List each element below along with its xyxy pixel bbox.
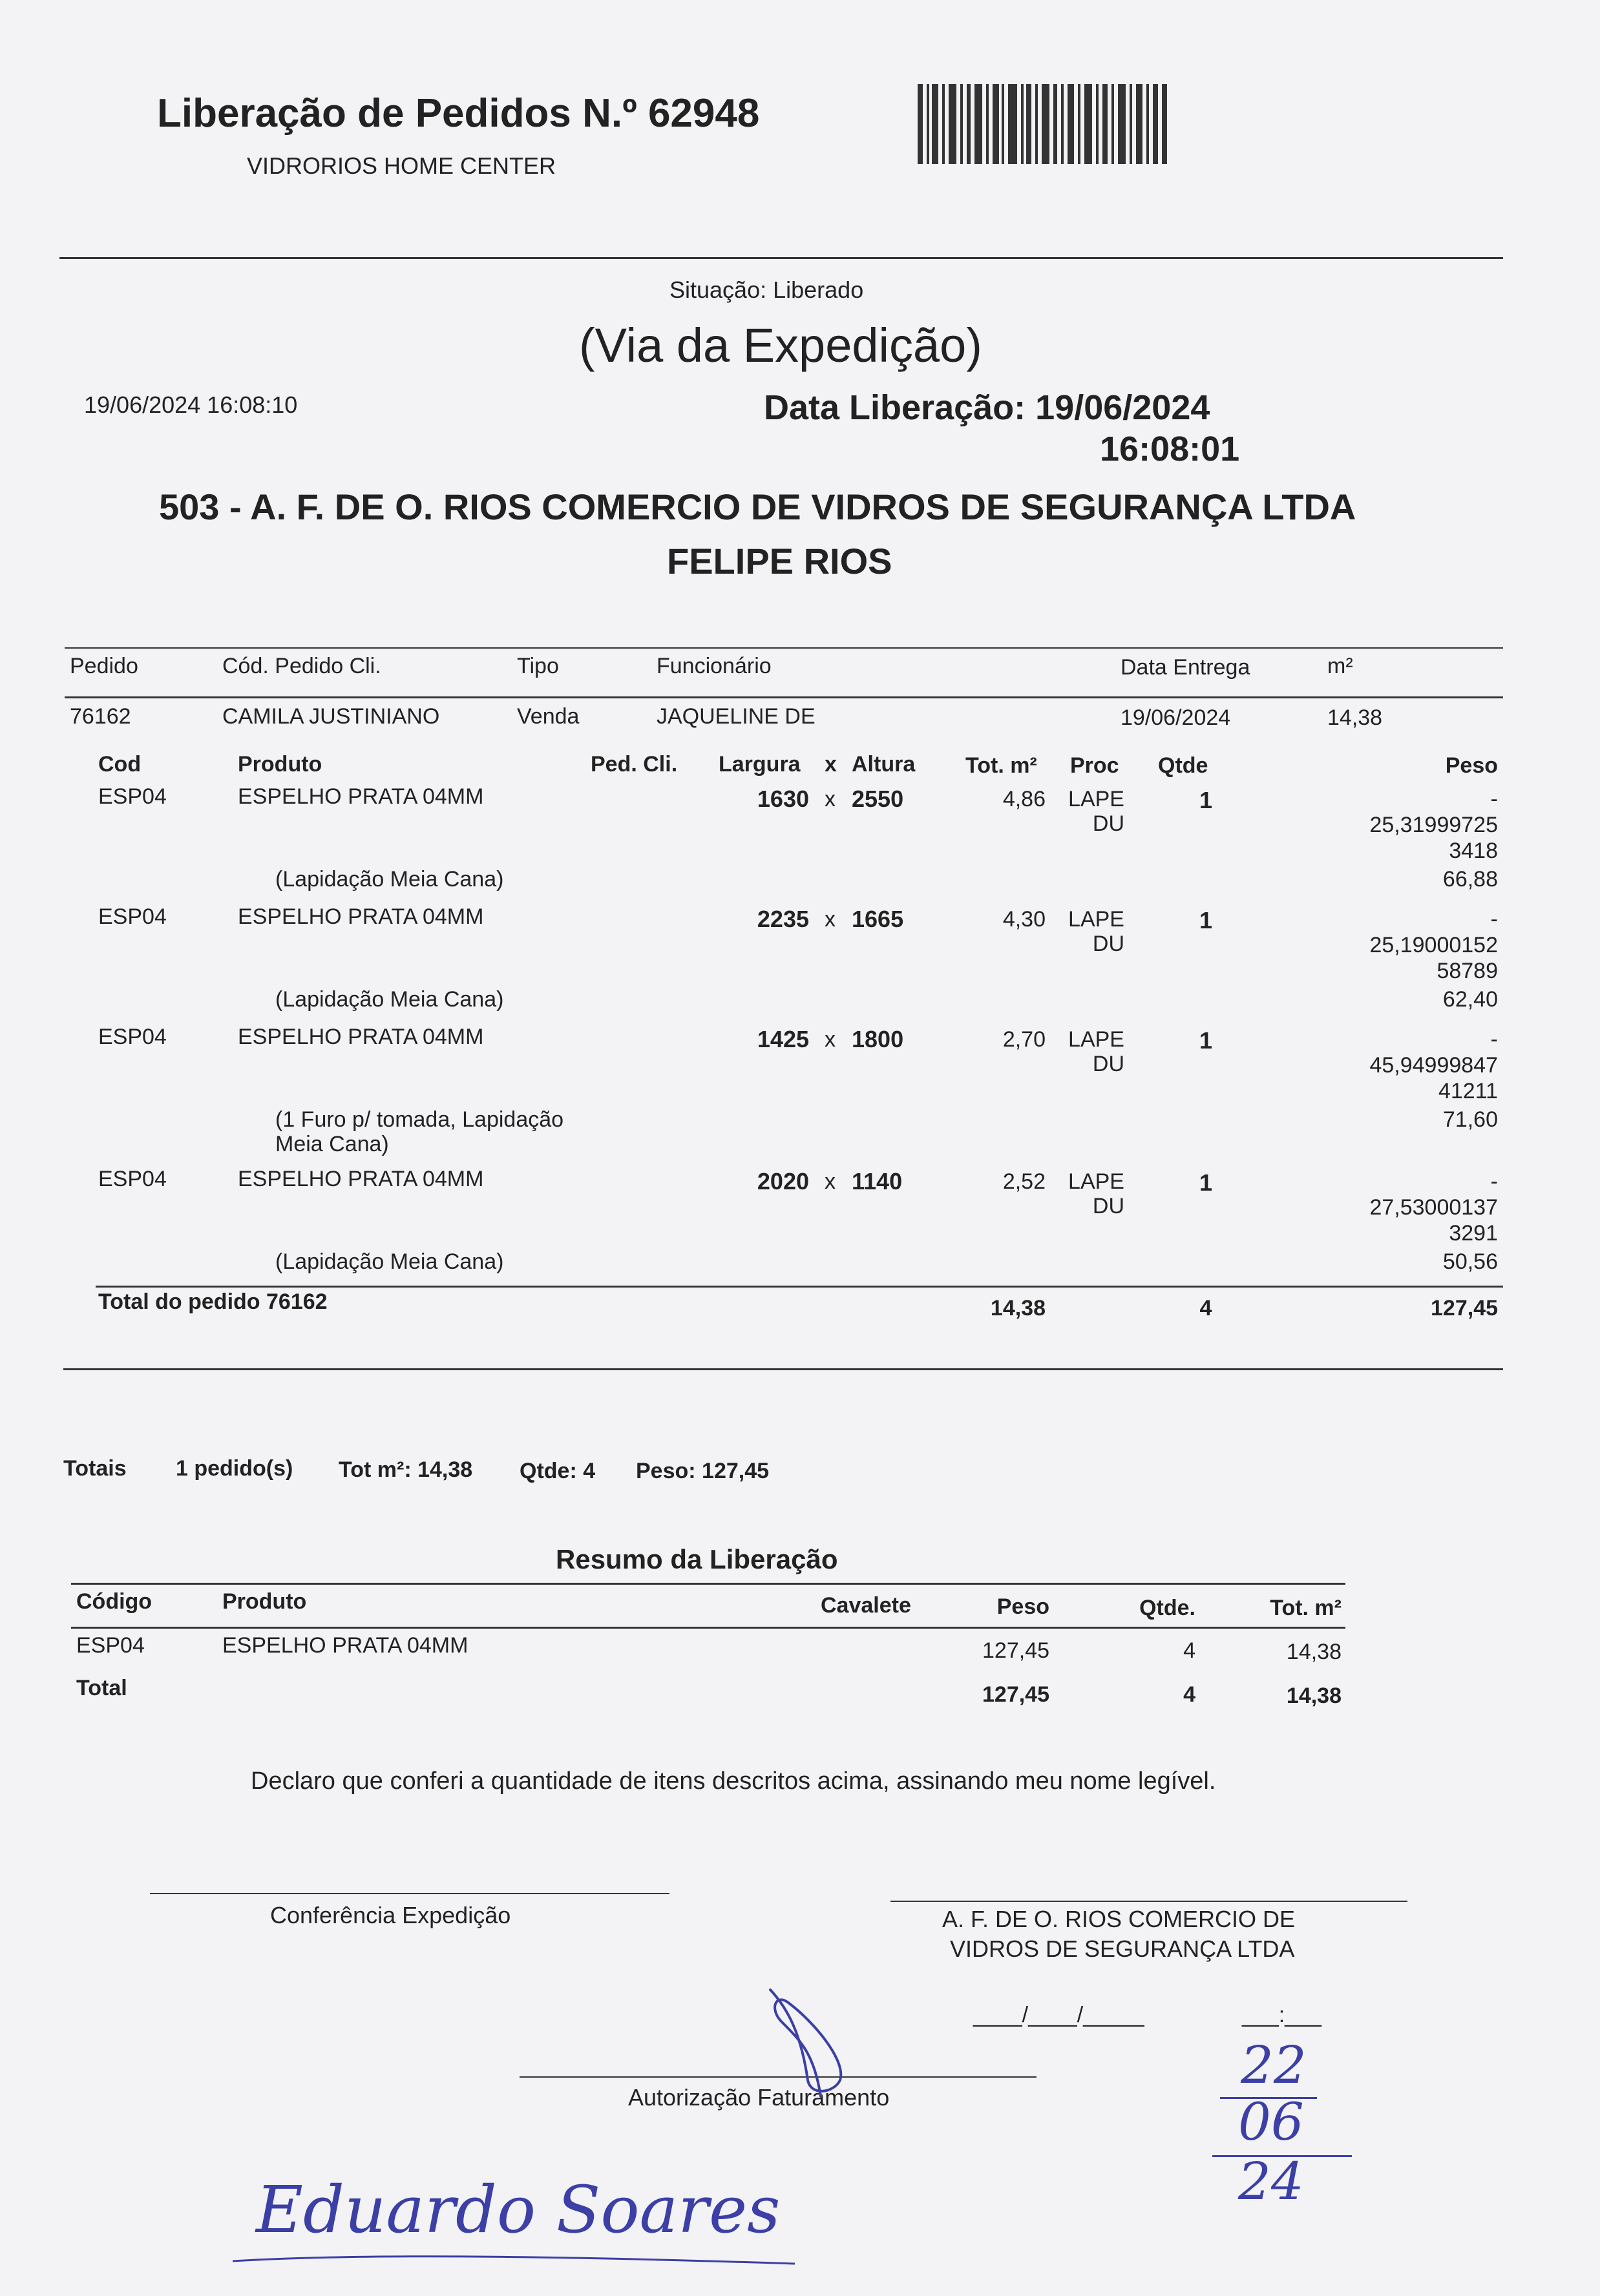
- item-product: ESPELHO PRATA 04MM: [238, 1167, 484, 1191]
- item-height: 1800: [852, 1026, 904, 1052]
- summary-col-peso: Peso: [996, 1594, 1049, 1619]
- handwritten-day: 22: [1241, 2035, 1307, 2095]
- summary-title: Resumo da Liberação: [556, 1544, 838, 1574]
- client-order-code: CAMILA JUSTINIANO: [222, 704, 440, 729]
- item-weight-3: 41211: [1438, 1079, 1498, 1103]
- company-signature-line: [890, 1901, 1407, 1902]
- item-weight-4: 66,88: [1442, 867, 1498, 892]
- item-product: ESPELHO PRATA 04MM: [238, 904, 484, 929]
- print-datetime: 19/06/2024 16:08:10: [84, 391, 298, 418]
- summary-total-m2: 14,38: [1286, 1684, 1342, 1708]
- copy-label: (Via da Expedição): [579, 318, 982, 372]
- summary-top-line: [71, 1583, 1345, 1585]
- signature-company-line-1: A. F. DE O. RIOS COMERCIO DE: [942, 1906, 1296, 1932]
- situation: Situação: Liberado: [669, 277, 864, 303]
- item-width: 1630: [757, 786, 809, 812]
- items-col-cod: Cod: [98, 752, 142, 777]
- order-total-line: [96, 1286, 1503, 1288]
- item-height: 1665: [852, 906, 904, 932]
- items-col-proc: Proc: [1070, 753, 1119, 778]
- item-proc-2: DU: [1092, 1052, 1124, 1076]
- delivery-date: 19/06/2024: [1121, 705, 1231, 730]
- header-divider: [59, 257, 1503, 259]
- item-code: ESP04: [98, 784, 167, 809]
- item-note: (Lapidação Meia Cana): [275, 1249, 504, 1274]
- item-proc-1: LAPE: [1068, 1169, 1124, 1194]
- item-width: 2235: [757, 906, 809, 932]
- item-weight-3: 3291: [1449, 1221, 1498, 1246]
- signature-scribble: [763, 1983, 872, 2100]
- item-weight-4: 62,40: [1442, 987, 1498, 1012]
- release-time: 16:08:01: [1100, 430, 1240, 468]
- order-type: Venda: [517, 704, 580, 729]
- item-qty: 1: [1199, 787, 1213, 813]
- employee: JAQUELINE DE: [657, 704, 816, 729]
- item-weight-3: 58789: [1437, 959, 1498, 983]
- item-weight-2: 45,94999847: [1369, 1053, 1498, 1078]
- summary-col-codigo: Código: [76, 1589, 153, 1614]
- item-proc-2: DU: [1092, 1194, 1124, 1218]
- item-height: 1140: [852, 1168, 903, 1195]
- totals-label: Totais: [63, 1456, 127, 1481]
- date-blank: ____/____/_____: [973, 2003, 1144, 2027]
- summary-total-qty: 4: [1183, 1682, 1195, 1707]
- order-total-label: Total do pedido 76162: [98, 1289, 328, 1314]
- conferencia-signature-line: [150, 1893, 669, 1894]
- item-row: [0, 784, 1600, 901]
- item-weight-2: 27,53000137: [1369, 1195, 1498, 1220]
- item-x: x: [825, 787, 836, 811]
- document-title: Liberação de Pedidos N.º 62948: [157, 91, 760, 136]
- summary-col-cavalete: Cavalete: [821, 1593, 911, 1618]
- summary-total-label: Total: [76, 1676, 127, 1700]
- items-col-largura: Largura: [719, 752, 801, 777]
- customer-contact: FELIPE RIOS: [667, 541, 892, 581]
- company-name: VIDRORIOS HOME CENTER: [247, 152, 556, 179]
- item-weight-4: 50,56: [1442, 1249, 1498, 1274]
- item-width: 2020: [757, 1168, 809, 1195]
- item-height: 2550: [852, 786, 904, 812]
- item-proc-1: LAPE: [1068, 787, 1124, 811]
- item-code: ESP04: [98, 1025, 167, 1049]
- item-weight-1: -: [1490, 787, 1498, 811]
- item-x: x: [825, 1169, 836, 1194]
- totals-weight: Peso: 127,45: [636, 1459, 770, 1483]
- col-cod-pedido-cli: Cód. Pedido Cli.: [222, 654, 381, 678]
- order-m2: 14,38: [1327, 705, 1383, 730]
- totals-divider: [63, 1368, 1503, 1370]
- col-pedido: Pedido: [70, 654, 138, 678]
- customer-name: 503 - A. F. DE O. RIOS COMERCIO DE VIDROS DE SEGURANÇA LTDA: [159, 486, 1356, 527]
- item-note: (1 Furo p/ tomada, Lapidação: [275, 1107, 564, 1132]
- order-number: 76162: [70, 704, 131, 729]
- release-date: Data Liberação: 19/06/2024: [764, 388, 1210, 427]
- item-weight-1: -: [1490, 907, 1498, 932]
- item-row: [0, 904, 1600, 1021]
- items-col-qtde: Qtde: [1158, 753, 1208, 778]
- summary-m2: 14,38: [1286, 1640, 1342, 1664]
- summary-col-qtde: Qtde.: [1139, 1596, 1195, 1620]
- item-code: ESP04: [98, 904, 167, 929]
- item-qty: 1: [1199, 907, 1213, 934]
- barcode: [918, 84, 1170, 164]
- items-col-x: x: [825, 752, 837, 777]
- item-tot-m2: 2,70: [1002, 1027, 1046, 1052]
- col-data-entrega: Data Entrega: [1121, 655, 1250, 680]
- item-proc-1: LAPE: [1068, 907, 1124, 932]
- summary-col-produto: Produto: [222, 1589, 307, 1614]
- item-weight-3: 3418: [1449, 839, 1498, 863]
- item-proc-1: LAPE: [1068, 1027, 1124, 1052]
- item-code: ESP04: [98, 1167, 167, 1191]
- item-weight-2: 25,31999725: [1369, 813, 1498, 837]
- item-x: x: [825, 1027, 836, 1052]
- col-funcionario: Funcionário: [657, 654, 772, 678]
- item-note: (Lapidação Meia Cana): [275, 987, 504, 1012]
- order-header-bottom-line: [65, 696, 1503, 698]
- summary-weight: 127,45: [982, 1638, 1049, 1663]
- item-width: 1425: [757, 1026, 809, 1052]
- conferencia-label: Conferência Expedição: [270, 1902, 511, 1928]
- items-col-tot-m2: Tot. m²: [965, 753, 1037, 778]
- item-product: ESPELHO PRATA 04MM: [238, 1025, 484, 1049]
- item-tot-m2: 4,30: [1002, 907, 1046, 932]
- item-proc-2: DU: [1092, 811, 1124, 836]
- handwritten-year: 24: [1238, 2151, 1304, 2211]
- item-row: [0, 1025, 1600, 1160]
- totals-m2: Tot m²: 14,38: [339, 1457, 473, 1482]
- summary-total-weight: 127,45: [982, 1682, 1049, 1707]
- handwritten-name: Eduardo Soares: [256, 2172, 781, 2248]
- item-qty: 1: [1199, 1169, 1213, 1196]
- items-col-peso: Peso: [1445, 753, 1498, 778]
- totals-orders: 1 pedido(s): [176, 1456, 293, 1481]
- summary-header-line: [71, 1627, 1345, 1629]
- items-col-altura: Altura: [852, 752, 916, 777]
- item-tot-m2: 4,86: [1002, 787, 1046, 811]
- item-weight-1: -: [1490, 1027, 1498, 1052]
- totals-qty: Qtde: 4: [520, 1459, 596, 1483]
- handwritten-name-underline: [233, 2242, 801, 2268]
- summary-qty: 4: [1183, 1638, 1195, 1663]
- item-x: x: [825, 907, 836, 932]
- handwritten-month: 06: [1238, 2092, 1304, 2152]
- col-m2: m²: [1327, 654, 1353, 678]
- item-note: (Lapidação Meia Cana): [275, 867, 504, 892]
- time-blank: ___:___: [1242, 2003, 1321, 2027]
- col-tipo: Tipo: [517, 654, 559, 678]
- signature-company-line-2: VIDROS DE SEGURANÇA LTDA: [950, 1936, 1295, 1962]
- declaration-text: Declaro que conferi a quantidade de itens descritos acima, assinando meu nome legível.: [251, 1768, 1216, 1795]
- autorizacao-label: Autorização Faturamento: [628, 2084, 890, 2111]
- order-total-m2: 14,38: [990, 1296, 1046, 1320]
- order-header-top-line: [65, 647, 1503, 649]
- summary-col-tot-m2: Tot. m²: [1270, 1596, 1342, 1620]
- order-total-qty: 4: [1199, 1296, 1212, 1320]
- item-weight-1: -: [1490, 1169, 1498, 1194]
- item-proc-2: DU: [1092, 932, 1124, 956]
- item-weight-2: 25,19000152: [1369, 933, 1498, 957]
- item-product: ESPELHO PRATA 04MM: [238, 784, 484, 809]
- summary-product: ESPELHO PRATA 04MM: [222, 1633, 468, 1658]
- item-weight-4: 71,60: [1442, 1107, 1498, 1132]
- summary-code: ESP04: [76, 1633, 145, 1658]
- items-col-ped-cli: Ped. Cli.: [591, 752, 678, 777]
- items-col-produto: Produto: [238, 752, 322, 777]
- item-note-2: Meia Cana): [275, 1132, 389, 1156]
- item-tot-m2: 2,52: [1002, 1169, 1046, 1194]
- order-total-weight: 127,45: [1431, 1296, 1498, 1320]
- item-qty: 1: [1199, 1027, 1213, 1054]
- item-row: [0, 1167, 1600, 1283]
